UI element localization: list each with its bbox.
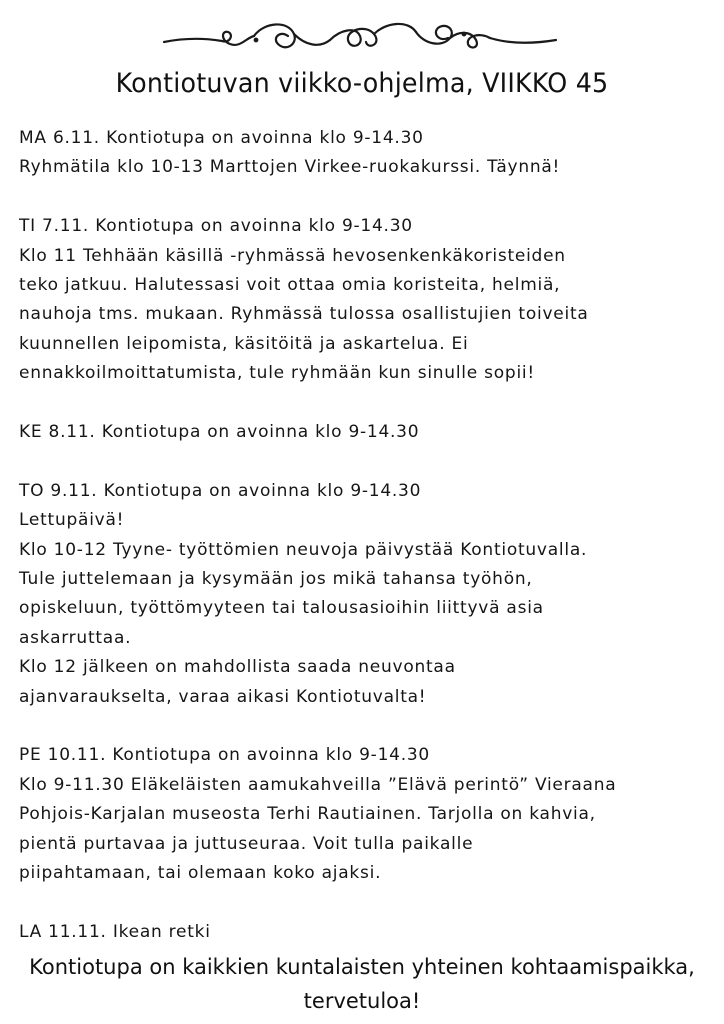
- day-text-line: Klo 11 Tehhään käsillä -ryhmässä hevosenkenkäkoristeiden: [19, 245, 566, 266]
- footer-message: [0, 950, 724, 1018]
- day-text-line: kuunnellen leipomista, käsitöitä ja askartelua. Ei: [19, 333, 469, 354]
- day-text-line: piipahtamaan, tai olemaan koko ajaksi.: [19, 863, 382, 884]
- day-text-line: Klo 12 jälkeen on mahdollista saada neuvontaa: [19, 657, 456, 678]
- day-text-line: pientä purtavaa ja juttuseuraa. Voit tulla paikalle: [19, 833, 474, 854]
- day-text-line: opiskeluun, työttömyyteen tai talousasioihin liittyvä asia: [19, 598, 544, 619]
- day-text-line: nauhoja tms. mukaan. Ryhmässä tulossa osallistujien toiveita: [19, 304, 589, 325]
- day-text-line: teko jatkuu. Halutessasi voit ottaa omia koristeita, helmiä,: [19, 275, 561, 296]
- week-schedule: [19, 124, 709, 977]
- day-text-line: Tule juttelemaan ja kysymään jos mikä tahansa työhön,: [19, 569, 533, 590]
- day-saturday: [19, 918, 709, 947]
- day-text-line: ajanvaraukselta, varaa aikasi Kontiotuvalta!: [19, 686, 427, 707]
- page-title: Kontiotuvan viikko-ohjelma, VIIKKO 45: [115, 68, 609, 99]
- day-thursday: [19, 477, 709, 712]
- day-text-line: Lettupäivä!: [19, 510, 125, 531]
- footer-line: tervetuloa!: [303, 989, 421, 1013]
- day-text-line: ennakkoilmoittatumista, tule ryhmään kun sinulle sopii!: [19, 363, 535, 384]
- day-monday: [19, 124, 709, 183]
- footer-line: Kontiotupa on kaikkien kuntalaisten yhteinen kohtaamispaikka,: [29, 955, 695, 979]
- day-friday: [19, 741, 709, 888]
- day-heading: TO 9.11. Kontiotupa on avoinna klo 9-14.30: [19, 480, 422, 501]
- day-text-line: Pohjois-Karjalan museosta Terhi Rautiainen. Tarjolla on kahvia,: [19, 804, 596, 825]
- swirl-divider-icon: [160, 8, 560, 64]
- day-wednesday: [19, 418, 709, 447]
- day-heading: KE 8.11. Kontiotupa on avoinna klo 9-14.30: [19, 422, 420, 443]
- day-text-line: Ryhmätila klo 10-13 Marttojen Virkee-ruokakurssi. Täynnä!: [19, 157, 561, 178]
- day-tuesday: [19, 212, 709, 388]
- day-text-line: askarruttaa.: [19, 627, 132, 648]
- day-heading: PE 10.11. Kontiotupa on avoinna klo 9-14.30: [19, 745, 430, 766]
- day-heading: MA 6.11. Kontiotupa on avoinna klo 9-14.30: [19, 128, 424, 148]
- day-heading: LA 11.11. Ikean retki: [19, 921, 211, 942]
- day-text-line: Klo 9-11.30 Eläkeläisten aamukahveilla ”Elävä perintö” Vieraana: [19, 774, 617, 795]
- day-text-line: Klo 10-12 Tyyne- työttömien neuvoja päivystää Kontiotuvalla.: [19, 539, 588, 560]
- day-heading: TI 7.11. Kontiotupa on avoinna klo 9-14.30: [19, 216, 413, 237]
